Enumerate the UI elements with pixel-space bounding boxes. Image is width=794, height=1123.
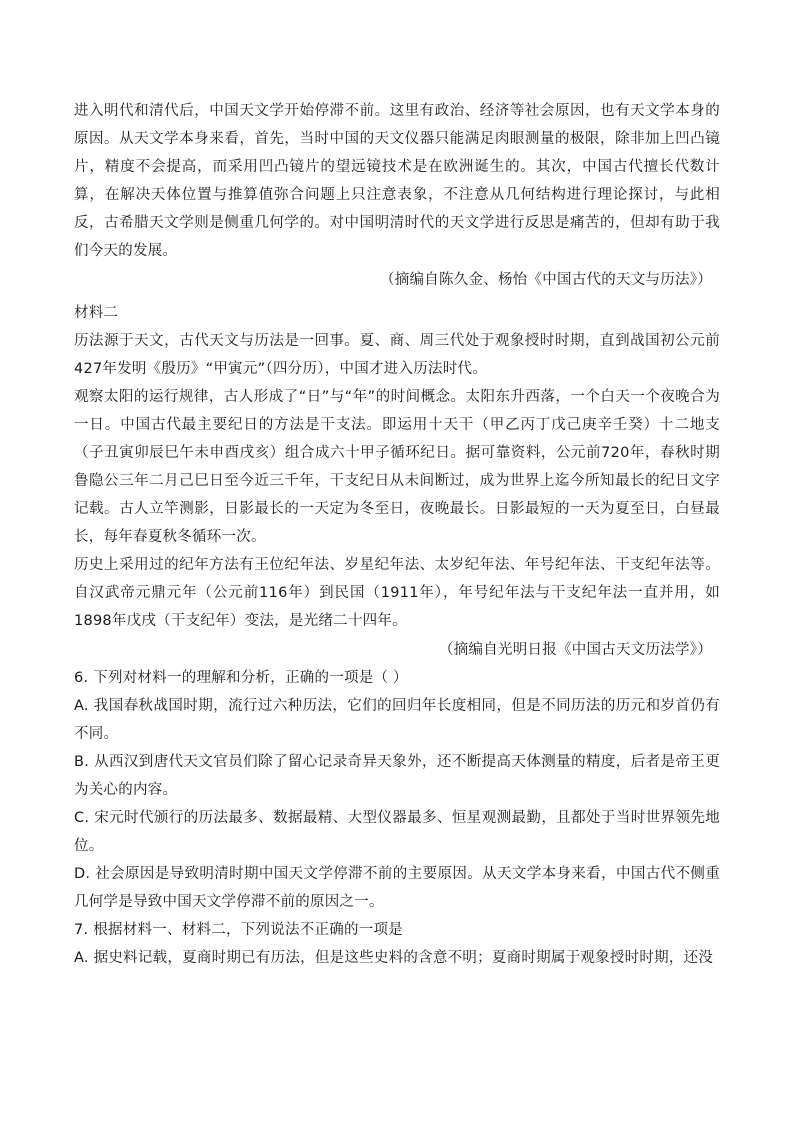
material1-source: （摘编自陈久金、杨怡《中国古代的天文与历法》） — [380, 272, 712, 288]
material2-source: （摘编自光明日报《中国古天文历法学》） — [439, 642, 712, 658]
question-6-option-c: C. 宋元时代颁行的历法最多、数据最精、大型仪器最多、恒星观测最勤，且都处于当时世界领先地位。 — [74, 810, 720, 854]
material2-paragraph-1: 历法源于天文，古代天文与历法是一回事。夏、商、周三代处于观象授时时期，直到战国初公元前427年发明《殷历》“甲寅元”（四分历），中国才进入历法时代。 — [74, 333, 720, 377]
question-6-option-a: A. 我国春秋战国时期，流行过六种历法，它们的回归年长度相同，但是不同历法的历元和岁首仍有不同。 — [74, 698, 720, 742]
question-6-stem: 6. 下列对材料一的理解和分析，正确的一项是（ ） — [74, 670, 408, 686]
material1-paragraph: 进入明代和清代后，中国天文学开始停滞不前。这里有政治、经济等社会原因，也有天文学本身的原因。从天文学本身来看，首先，当时中国的天文仪器只能满足肉眼测量的极限，除非加上凹凸镜片，精度不会提高，而采用凹凸镜片的望远镜技术是在欧洲诞生的。其次，中国古代擅长代数计算，在解决天体位置与推算值弥合问题上只注意表象，不注意从几何结构进行理论探讨，与此相反，古希腊天文学则是侧重几何学的。对中国明清时代的天文学进行反思是痛苦的，但却有助于我们今天的发展。 — [74, 103, 720, 259]
question-6-option-d: D. 社会原因是导致明清时期中国天文学停滞不前的主要原因。从天文学本身来看，中国古代不侧重几何学是导致中国天文学停滞不前的原因之一。 — [74, 866, 720, 910]
material2-heading: 材料二 — [74, 305, 119, 321]
page-content — [74, 97, 720, 972]
material2-paragraph-2: 观察太阳的运行规律，古人形成了“日”与“年”的时间概念。太阳东升西落，一个白天一个夜晚合为一日。中国古代最主要纪日的方法是干支法。即运用十天干（甲乙丙丁戊己庚辛壬癸）十二地支（子丑寅卯辰巳午未申酉戌亥）组合成六十甲子循环纪日。据可靠资料，公元前720年，春秋时期鲁隐公三年二月己巳日至今近三千年，干支纪日从未间断过，成为世界上迄今所知最长的纪日文字记载。古人立竿测影，日影最长的一天定为冬至日，夜晚最长。日影最短的一天为夏至日，白昼最长，每年春夏秋冬循环一次。 — [74, 389, 720, 545]
question-6-option-b: B. 从西汉到唐代天文官员们除了留心记录奇异天象外，还不断提高天体测量的精度，后者是帝王更为关心的内容。 — [74, 754, 720, 798]
material2-paragraph-3: 历史上采用过的纪年方法有王位纪年法、岁星纪年法、太岁纪年法、年号纪年法、干支纪年法等。自汉武帝元鼎元年（公元前116年）到民国（1911年），年号纪年法与干支纪年法一直并用，如1898年戊戌（干支纪年）变法，是光绪二十四年。 — [74, 557, 720, 629]
question-7-option-a: A. 据史料记载，夏商时期已有历法，但是这些史料的含意不明；夏商时期属于观象授时时期，还没 — [74, 950, 714, 966]
question-7-stem: 7. 根据材料一、材料二，下列说法不正确的一项是 — [74, 922, 403, 938]
